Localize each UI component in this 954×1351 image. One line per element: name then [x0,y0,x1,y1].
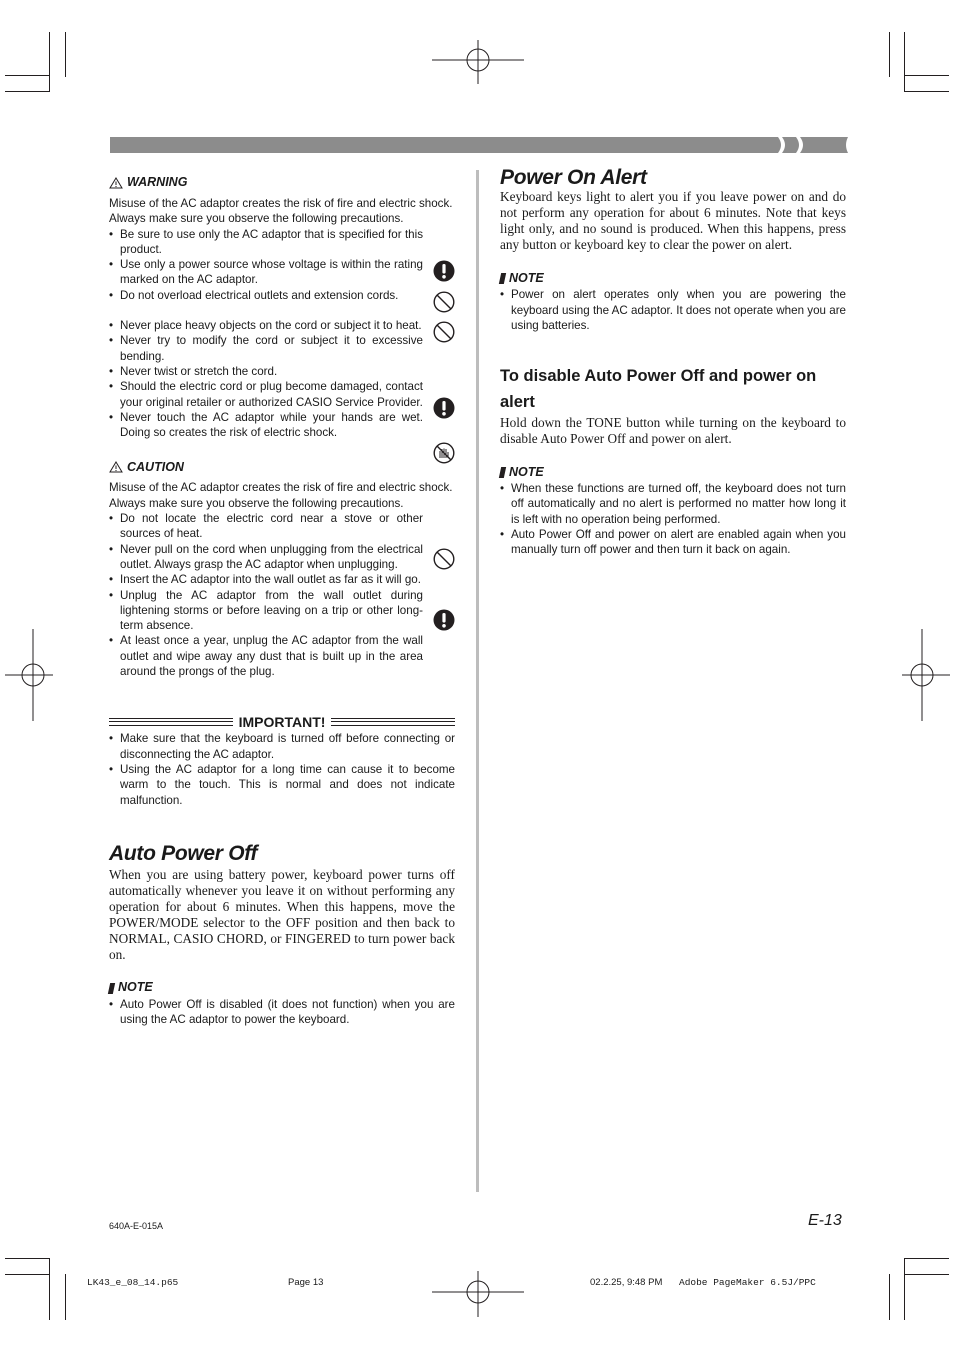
caution-heading [109,458,455,476]
prohibition-circle-icon [433,548,455,570]
warning-list [109,227,423,441]
header-bar-tabs [774,137,850,153]
caution-list [109,511,423,679]
list-item: • Unplug the AC adaptor from the wall outlet during lightening storms or before leaving on a trip or other long-term absence. [109,588,423,634]
crop-mark [889,1274,890,1320]
exclamation-circle-icon [433,260,455,282]
disable-notes [500,481,846,557]
divider [109,718,233,726]
power-on-alert-body: Keyboard keys light to alert you if you leave power on and do not perform any operation for about 6 minutes. Note that keys light only, and no sound is produced. When this happens, press any button or keyboard key to clear the power on alert. [500,189,846,253]
list-item: • Never place heavy objects on the cord or subject it to heat. [109,318,423,333]
crop-mark [65,1274,66,1320]
important-list [109,731,455,807]
list-item: • Never try to modify the cord or subject it to excessive bending. [109,333,423,364]
list-item: • Use only a power source whose voltage is within the rating marked on the AC adaptor. [109,257,423,288]
list-item: • Using the AC adaptor for a long time can cause it to become warm to the touch. This is normal and does not indicate malfunction. [109,762,455,808]
crop-mark [49,1258,50,1320]
exclamation-circle-icon [433,397,455,419]
important-heading [109,713,455,731]
warning-triangle-icon [109,177,123,189]
crop-mark [5,75,50,76]
prohibition-circle-icon [433,291,455,313]
left-column [109,174,455,1028]
page-number: E-13 [808,1212,842,1229]
note-heading [109,979,455,997]
file-name: LK43_e_08_14.p65 [87,1277,179,1288]
crop-mark [5,1274,50,1275]
list-item: • Do not overload electrical outlets and extension cords. [109,288,423,303]
no-wet-hands-icon [433,442,455,464]
list-item: • When these functions are turned off, the keyboard does not turn off automatically and no alert is performed no matter how long it is left with no operation being performed. [500,481,846,527]
list-item: • Auto Power Off is disabled (it does not function) when you are using the AC adaptor to power the keyboard. [109,997,455,1028]
print-date: 02.2.25, 9:48 PM [590,1277,663,1288]
page-label: Page 13 [288,1277,324,1288]
warning-title: WARNING [127,175,188,190]
note-icon [108,983,115,994]
crop-mark [889,32,890,77]
crop-mark [904,75,949,76]
crop-mark [65,32,66,77]
exclamation-circle-icon [433,609,455,631]
application-name: Adobe PageMaker 6.5J/PPC [679,1277,816,1288]
right-column [500,166,846,558]
power-on-alert-notes [500,287,846,333]
disable-body: Hold down the TONE button while turning on the keyboard to disable Auto Power Off and power on alert. [500,415,846,447]
power-on-alert-title: Power On Alert [500,166,647,189]
document-code: 640A-E-015A [109,1221,164,1231]
list-item: • Never touch the AC adaptor while your hands are wet. Doing so creates the risk of electric shock. [109,410,423,441]
registration-mark [902,629,950,721]
disable-heading: To disable Auto Power Off and power on alert [500,367,817,412]
note-icon [499,467,506,478]
crop-mark [904,1258,905,1320]
note-heading [500,463,846,481]
caution-intro: Misuse of the AC adaptor creates the risk of fire and electric shock. Always make sure you observe the following precautions. [109,481,453,510]
registration-mark [5,629,53,721]
list-item: • Auto Power Off and power on alert are enabled again when you manually turn off power and then turn it back on again. [500,527,846,558]
list-item: • Insert the AC adaptor into the wall outlet as far as it will go. [109,572,423,587]
warning-heading [109,174,455,192]
list-item: • Should the electric cord or plug become damaged, contact your original retailer or authorized CASIO Service Provider. [109,379,423,410]
list-item: • Never twist or stretch the cord. [109,364,423,379]
crop-mark [5,1258,50,1259]
caution-title: CAUTION [127,459,184,474]
note-title: NOTE [509,270,544,285]
list-item: • At least once a year, unplug the AC adaptor from the wall outlet and wipe away any dust that is built up in the area around the prongs of the plug. [109,633,423,679]
registration-mark [432,40,524,84]
note-title: NOTE [509,464,544,479]
crop-mark [904,1258,949,1259]
list-item: • Do not locate the electric cord near a stove or other sources of heat. [109,511,423,542]
note-icon [499,273,506,284]
note-title: NOTE [118,980,153,995]
important-title: IMPORTANT! [238,713,326,730]
header-bar [110,137,774,153]
list-item: • Be sure to use only the AC adaptor that is specified for this product. [109,227,423,258]
list-item: • Never pull on the cord when unplugging from the electrical outlet. Always grasp the AC adaptor when unplugging. [109,542,423,573]
list-item: • Power on alert operates only when you are powering the keyboard using the AC adaptor. It does not operate when you are using batteries. [500,287,846,333]
crop-mark [904,1274,949,1275]
warning-intro: Misuse of the AC adaptor creates the risk of fire and electric shock. Always make sure you observe the following precautions. [109,197,453,226]
auto-power-off-title: Auto Power Off [109,841,258,865]
list-item: • Make sure that the keyboard is turned off before connecting or disconnecting the AC adaptor. [109,731,455,762]
prohibition-circle-icon [433,321,455,343]
auto-power-off-body: When you are using battery power, keyboard power turns off automatically whenever you leave it on without performing any operation for about 6 minutes. When this happens, move the POWER/MODE selector to the OFF position and then back to NORMAL, CASIO CHORD, or FINGERED to turn power back on. [109,867,455,963]
warning-triangle-icon [109,461,123,473]
crop-mark [5,91,50,92]
crop-mark [904,91,949,92]
note-heading [500,269,846,287]
registration-mark [432,1271,524,1317]
divider [331,718,455,726]
crop-mark [904,32,905,92]
column-divider [476,170,479,1192]
crop-mark [49,32,50,92]
auto-power-off-notes [109,997,455,1028]
